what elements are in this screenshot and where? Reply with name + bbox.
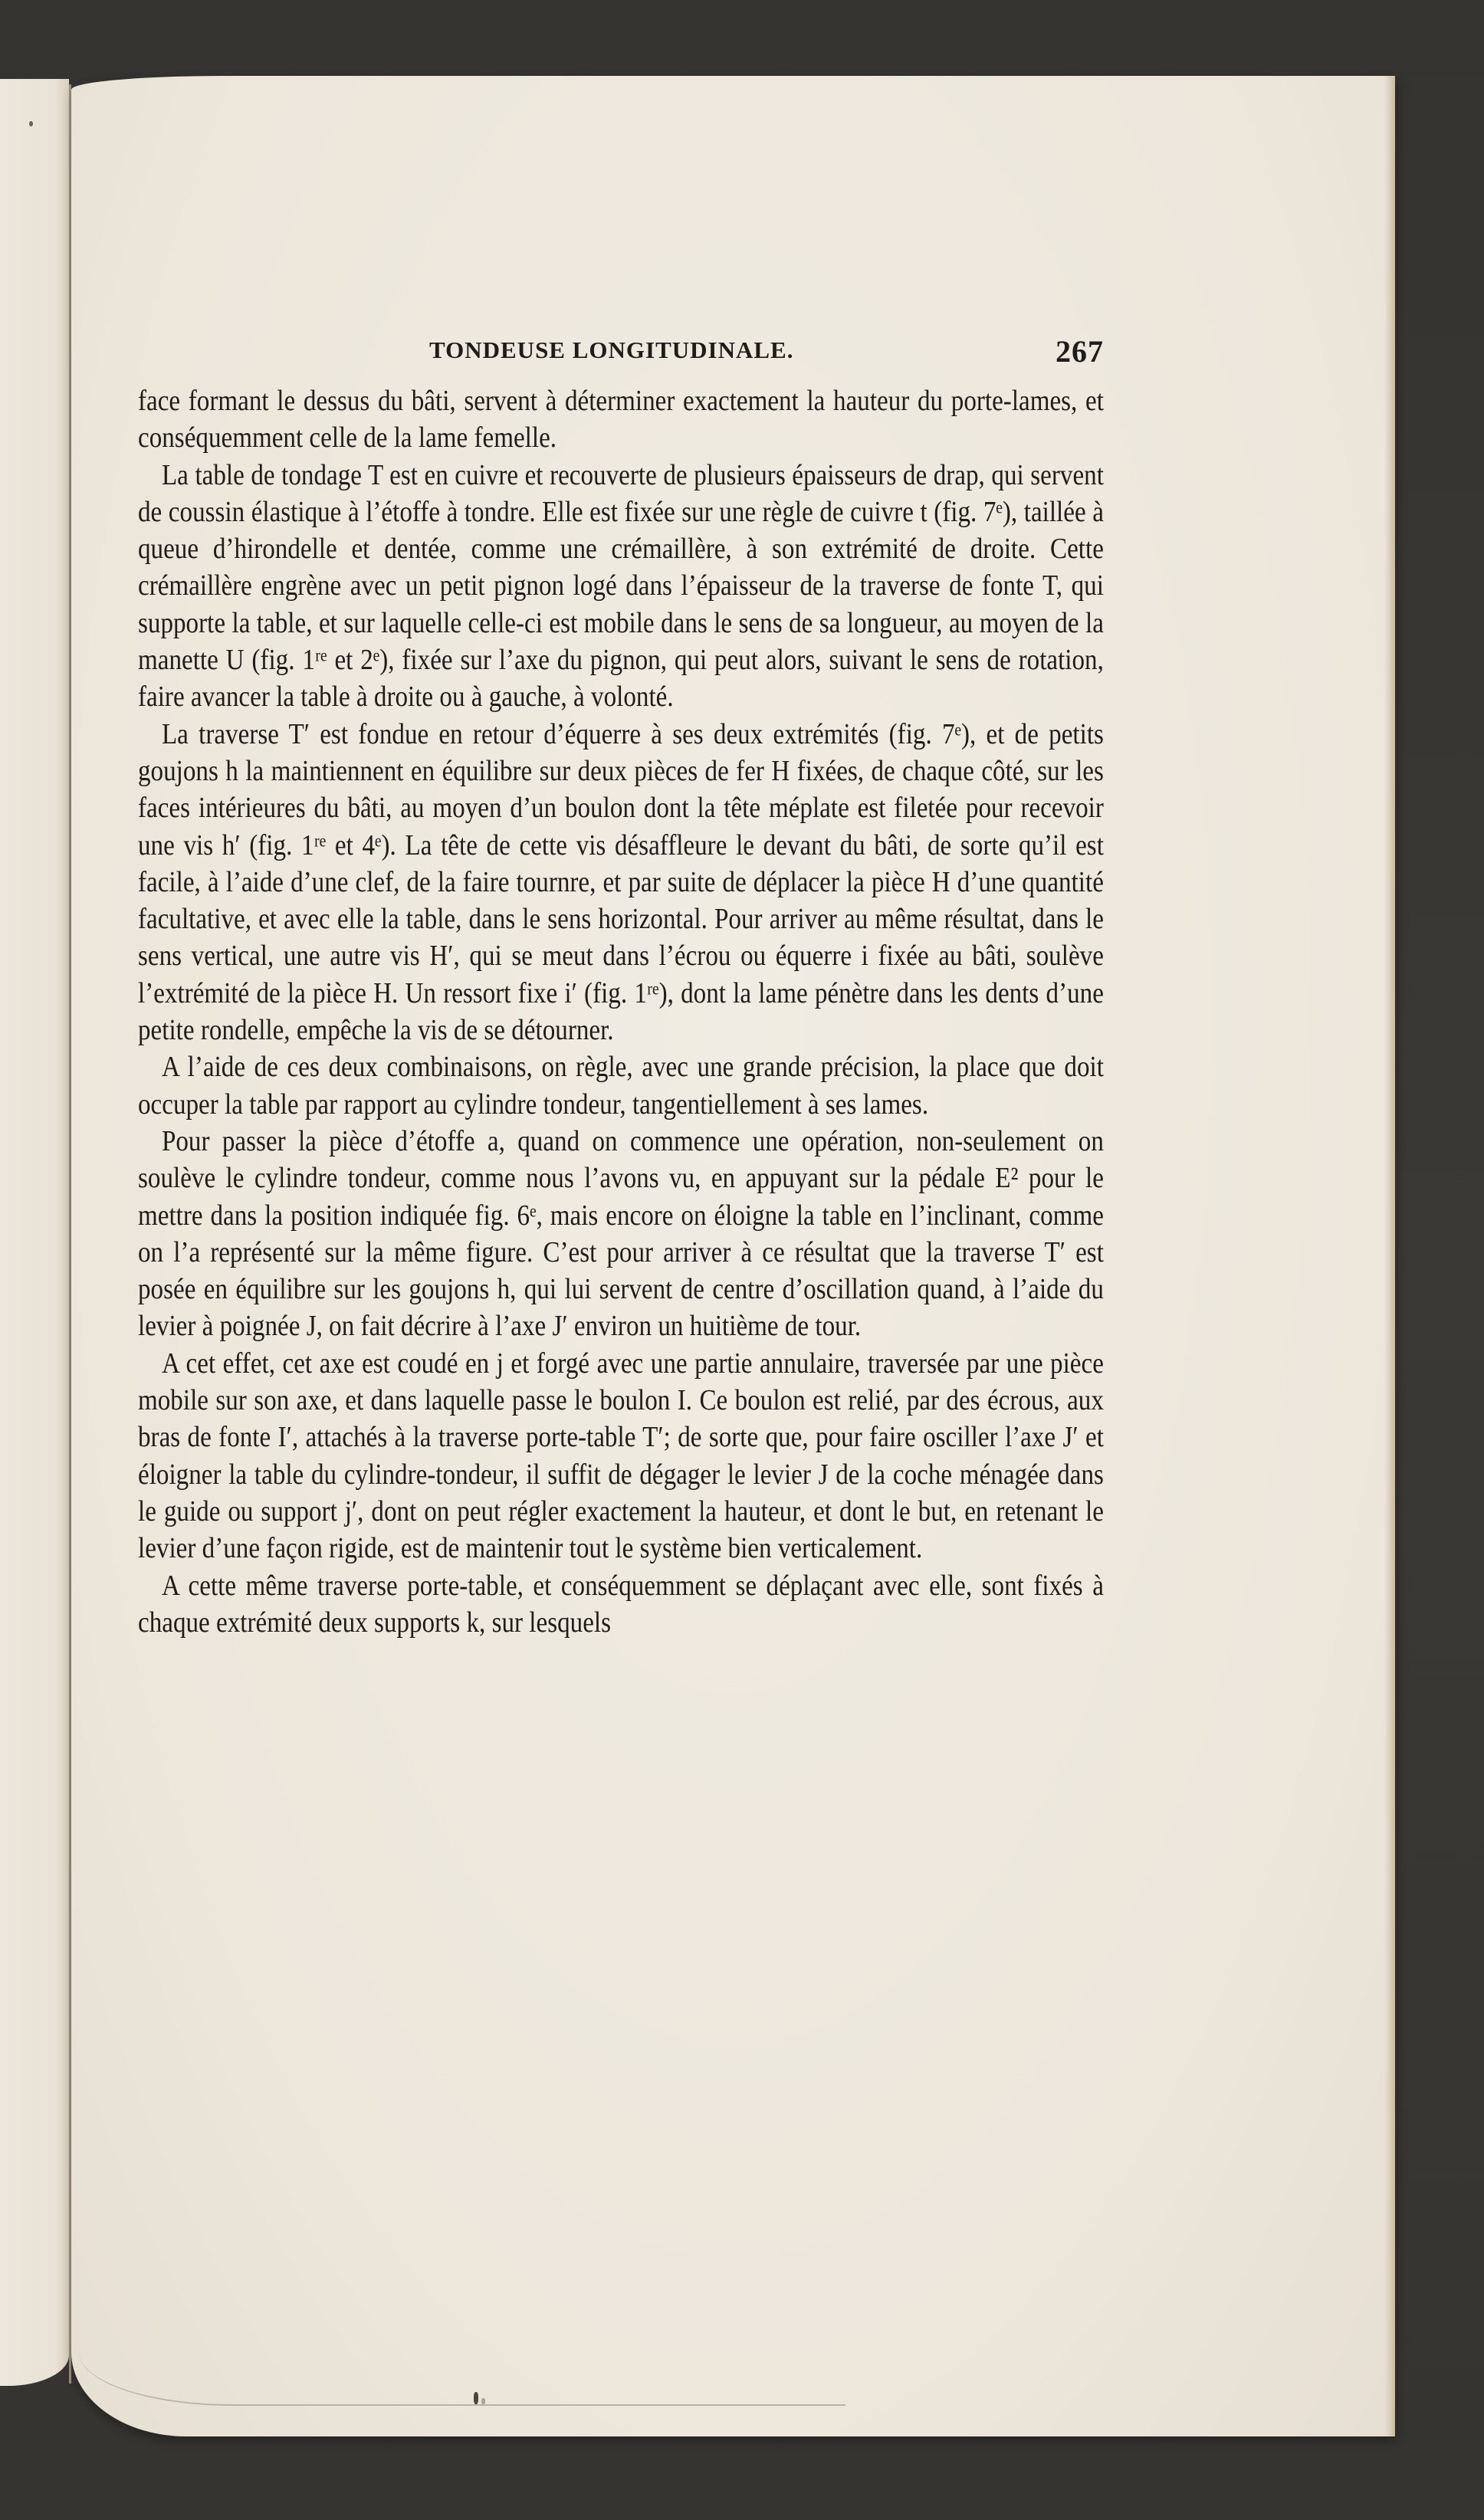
ink-speck <box>29 121 33 126</box>
paragraph: A cet effet, cet axe est coudé en j et forgé avec une partie annulaire, traversée par une pièce mobile sur son axe, et dans laquelle passe le boulon I. Ce boulon est relié, par des écrous, aux bras de fonte I′, attachés à la traverse porte-table T′; de sorte que, pour faire osciller l’axe J′ et éloigner la table du cylindre-tondeur, il suffit de dégager le levier J de la coche ménagée dans le guide ou support j′, dont on peut régler exactement la hauteur, et dont le but, en retenant le levier d’une façon rigide, est de maintenir tout le système bien verticalement. <box>138 1347 1104 1565</box>
paragraph: A l’aide de ces deux combinaisons, on règle, avec une grande précision, la place que doit occuper la table par rapport au cylindre tondeur, tangentiellement à ses lames. <box>138 1051 1104 1121</box>
paragraph: Pour passer la pièce d’étoffe a, quand on commence une opération, non-seulement on soulève le cylindre tondeur, comme nous l’avons vu, en appuyant sur la pédale E² pour le mettre dans la position indiquée fig. 6ᵉ, mais encore on éloigne la table en l’inclinant, comme on l’a représenté sur la même figure. C’est pour arriver à ce résultat que la traverse T′ est posée en équilibre sur les goujons h, qui lui servent de centre d’oscillation quand, à l’aide du levier à poignée J, on fait décrire à l’axe J′ environ un huitième de tour. <box>138 1124 1104 1343</box>
paragraph: face formant le dessus du bâti, servent à déterminer exactement la hauteur du porte-lames, et conséquemment celle de la lame femelle. <box>138 385 1104 454</box>
paragraph: La table de tondage T est en cuivre et recouverte de plusieurs épaisseurs de drap, qui servent de coussin élastique à l’étoffe à tondre. Elle est fixée sur une règle de cuivre t (fig. 7ᵉ), taillée à queue d’hirondelle et dentée, comme une crémaillère, à son extrémité de droite. Cette crémaillère engrène avec un petit pignon logé dans l’épaisseur de la traverse de fonte T, qui supporte la table, et sur laquelle celle-ci est mobile dans le sens de sa longueur, au moyen de la manette U (fig. 1ʳᵉ et 2ᵉ), fixée sur l’axe du pignon, qui peut alors, suivant le sens de rotation, faire avancer la table à droite ou à gauche, à volonté. <box>138 458 1104 714</box>
page-curl-line <box>79 2351 845 2406</box>
paragraph: A cette même traverse porte-table, et conséquemment se déplaçant avec elle, sont fixés à chaque extrémité deux supports k, sur lesquels <box>138 1569 1104 1639</box>
book-page <box>71 76 1395 2436</box>
body-text <box>138 382 1104 1641</box>
running-head <box>138 336 1104 382</box>
ink-speck <box>481 2398 485 2404</box>
running-head-title: TONDEUSE LONGITUDINALE. <box>429 336 794 363</box>
paragraph: La traverse T′ est fondue en retour d’équerre à ses deux extrémités (fig. 7ᵉ), et de petits goujons h la maintiennent en équilibre sur deux pièces de fer H fixées, de chaque côté, sur les faces intérieures du bâti, au moyen d’un boulon dont la tête méplate est filetée pour recevoir une vis h′ (fig. 1ʳᵉ et 4ᵉ). La tête de cette vis désaffleure le devant du bâti, de sorte qu’il est facile, à l’aide d’une clef, de la faire tournre, et par suite de déplacer la pièce H d’une quantité facultative, et avec elle la table, dans le sens horizontal. Pour arriver au même résultat, dans le sens vertical, une autre vis H′, qui se meut dans l’écrou ou équerre i fixée au bâti, soulève l’extrémité de la pièce H. Un ressort fixe i′ (fig. 1ʳᵉ), dont la lame pénètre dans les dents d’une petite rondelle, empêche la vis de se détourner. <box>138 717 1104 1047</box>
facing-page-edge <box>0 79 69 2386</box>
text-block <box>138 336 1104 1641</box>
ink-speck <box>474 2392 478 2404</box>
page-edge-shading <box>1384 76 1395 2436</box>
page-number: 267 <box>1056 334 1104 369</box>
